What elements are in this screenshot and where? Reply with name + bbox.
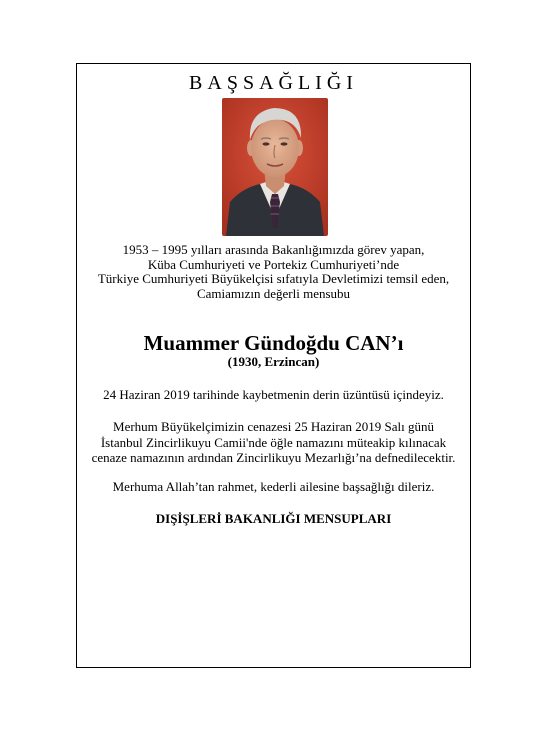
portrait-image [222, 98, 328, 236]
loss-statement: 24 Haziran 2019 tarihinde kaybetmenin derin üzüntüsü içindeyiz. [103, 387, 444, 402]
funeral-details [77, 419, 470, 466]
funeral-line: Merhum Büyükelçimizin cenazesi 25 Haziran 2019 Salı günü [113, 419, 434, 434]
portrait-photo [222, 98, 328, 236]
intro-line: Türkiye Cumhuriyeti Büyükelçisi sıfatıyla Devletimizi temsil eden, [97, 271, 450, 286]
deceased-name: Muammer Gündoğdu CAN’ı [143, 331, 404, 355]
intro-line: Camiamızın değerli mensubu [196, 285, 351, 301]
notice-heading: BAŞSAĞLIĞI [189, 72, 358, 94]
funeral-line: İstanbul Zincirlikuyu Camii'nde öğle namazını müteakip kılınacak [100, 434, 447, 450]
intro-line: 1953 – 1995 yılları arasında Bakanlığımızda görev yapan, [122, 242, 425, 257]
funeral-line: cenaze namazının ardından Zincirlikuyu Mezarlığı’na defnedilecektir. [91, 450, 456, 465]
deceased-info: (1930, Erzincan) [227, 354, 320, 369]
condolence-text: Merhuma Allah’tan rahmet, kederli ailesine başsağlığı dileriz. [112, 479, 435, 494]
intro-line: Küba Cumhuriyeti ve Portekiz Cumhuriyeti’nde [147, 256, 400, 272]
intro-text [77, 243, 470, 301]
notice-frame [76, 63, 471, 668]
signature: DIŞİŞLERİ BAKANLIĞI MENSUPLARI [155, 511, 392, 526]
